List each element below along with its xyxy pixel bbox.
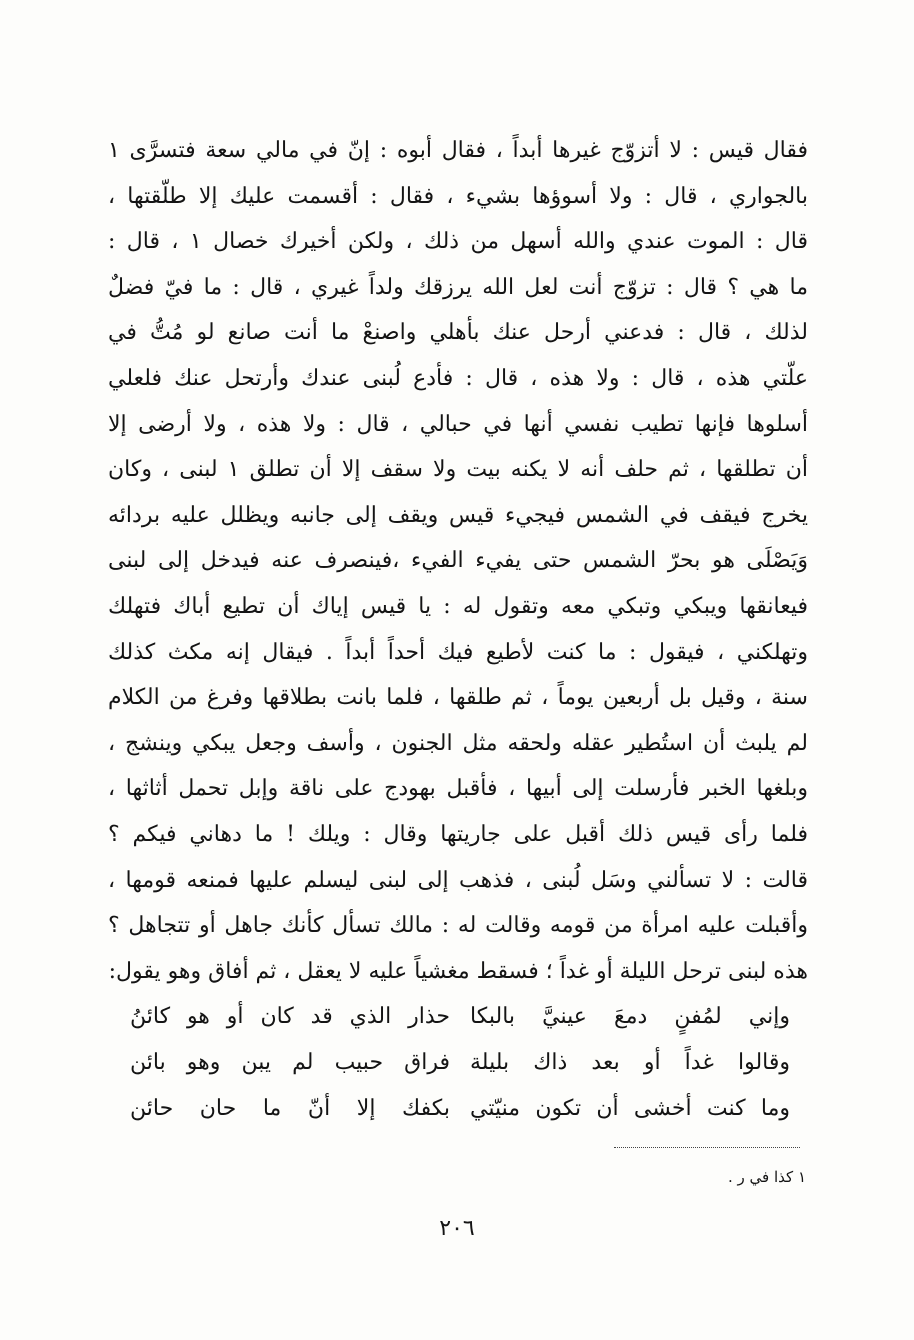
prose-body [108, 128, 808, 994]
text-line: هذه لبنى ترحل الليلة أو غداً ؛ فسقط مغشياً عليه لا يعقل ، ثم أفاق وهو يقول: [108, 958, 808, 984]
text-line: قال : الموت عندي والله أسهل من ذلك ، ولكن أخيرك خصال ١ ، قال : [108, 229, 808, 255]
text-line: لم يلبث أن استُطير عقله ولحقه مثل الجنون ، وأسف وجعل يبكي وينشج ، [108, 730, 808, 756]
footnote-divider [614, 1147, 800, 1148]
text-line: علّتي هذه ، قال : ولا هذه ، قال : فأدع لُبنى عندك وأرتحل عنك فلعلي [108, 365, 808, 391]
text-line: ما هي ؟ قال : تزوّج أنت لعل الله يرزقك ولداً غيري ، قال : ما فيّ فضلٌ [108, 274, 808, 300]
text-line: فيعانقها ويبكي وتبكي معه وتقول له : يا قيس إياك أن تطيع أباك فتهلك [108, 593, 808, 619]
verse-first-hemistich: وإني لمُفنٍ دمعَ عينيَّ بالبكا [470, 1004, 790, 1029]
text-line: بالجواري ، قال : ولا أسوؤها بشيء ، فقال : أقسمت عليك إلا طلّقتها ، [108, 183, 808, 209]
verse-second-hemistich: حذار الذي قد كان أو هو كائنُ [130, 1004, 450, 1029]
verse-second-hemistich: بكفك إلا أنّ ما حان حائن [130, 1096, 450, 1121]
footnote: ١ كذا في ر . [727, 1168, 806, 1186]
verse-line [130, 994, 790, 1040]
verse-first-hemistich: وما كنت أخشى أن تكون منيّتي [470, 1096, 790, 1121]
text-line: وَيَصْلَى هو بحرّ الشمس حتى يفيء الفيء ،فينصرف عنه فيدخل إلى لبنى [108, 548, 808, 574]
page-number: ٢٠٦ [439, 1216, 475, 1241]
text-line: وتهلكني ، فيقول : ما كنت لأطيع فيك أحداً أبداً . فيقال إنه مكث كذلك [108, 639, 808, 665]
text-line: فقال قيس : لا أتزوّج غيرها أبداً ، فقال أبوه : إنّ في مالي سعة فتسرَّى ١ [108, 138, 808, 163]
poem-verses [130, 994, 790, 1132]
text-line: لذلك ، قال : فدعني أرحل عنك بأهلي واصنعْ ما أنت صانع لو مُتُّ في [108, 320, 808, 346]
verse-first-hemistich: وقالوا غداً أو بعد ذاك بليلة [470, 1050, 790, 1075]
verse-line [130, 1086, 790, 1132]
text-line: أسلوها فإنها تطيب نفسي أنها في حبالي ، قال : ولا هذه ، ولا أرضى إلا [108, 411, 808, 437]
text-line: سنة ، وقيل بل أربعين يوماً ، ثم طلقها ، فلما بانت بطلاقها وفرغ من الكلام [108, 685, 808, 711]
text-line: فلما رأى قيس ذلك أقبل على جاريتها وقال : ويلك ! ما دهاني فيكم ؟ [108, 821, 808, 847]
text-line: يخرج فيقف في الشمس فيجيء قيس ويقف إلى جانبه ويظلل عليه بردائه [108, 502, 808, 528]
text-line: وأقبلت عليه امرأة من قومه وقالت له : مالك تسأل كأنك جاهل أو تتجاهل ؟ [108, 913, 808, 939]
verse-line [130, 1040, 790, 1086]
verse-second-hemistich: فراق حبيب لم يبن وهو بائن [130, 1050, 450, 1075]
text-line: قالت : لا تسألني وسَل لُبنى ، فذهب إلى لبنى ليسلم عليها فمنعه قومها ، [108, 867, 808, 893]
text-line: أن تطلقها ، ثم حلف أنه لا يكنه بيت ولا سقف إلا أن تطلق ١ لبنى ، وكان [108, 457, 808, 483]
text-line: وبلغها الخبر فأرسلت إلى أبيها ، فأقبل بهودج على ناقة وإبل تحمل أثاثها ، [108, 776, 808, 802]
